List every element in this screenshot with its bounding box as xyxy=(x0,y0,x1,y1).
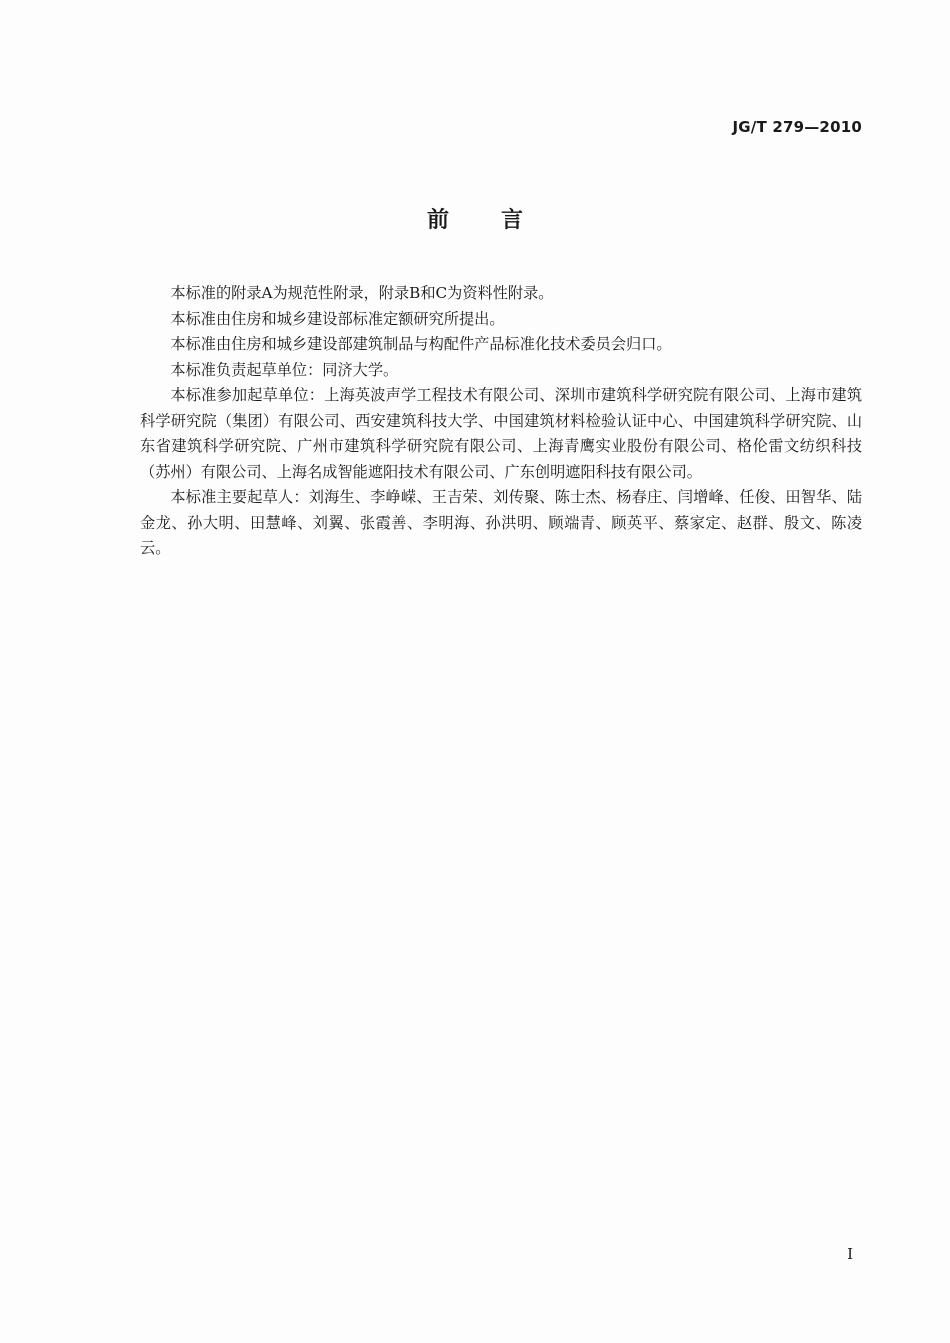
paragraph-participating-units: 本标准参加起草单位：上海英波声学工程技术有限公司、深圳市建筑科学研究院有限公司、上海市建筑科学研究院（集团）有限公司、西安建筑科技大学、中国建筑材料检验认证中心、中国建筑科学研究院、山东省建筑科学研究院、广州市建筑科学研究院有限公司、上海青鹰实业股份有限公司、格伦雷文纺织科技（苏州）有限公司、上海名成智能遮阳技术有限公司、广东创明遮阳科技有限公司。 xyxy=(140,386,862,481)
paragraph-main-drafters: 本标准主要起草人：刘海生、李峥嵘、王吉荣、刘传聚、陈士杰、杨春庄、闫增峰、任俊、田智华、陆金龙、孙大明、田慧峰、刘翼、张霞善、李明海、孙洪明、顾端青、顾英平、蔡家定、赵群、殷文、陈凌云。 xyxy=(140,488,862,557)
paragraph-administered-by: 本标准由住房和城乡建设部建筑制品与构配件产品标准化技术委员会归口。 xyxy=(170,335,672,353)
standard-code: JG/T 279—2010 xyxy=(732,118,862,136)
paragraph-lead-drafter: 本标准负责起草单位：同济大学。 xyxy=(170,360,399,379)
paragraph-proposed-by: 本标准由住房和城乡建设部标准定额研究所提出。 xyxy=(170,309,505,328)
paragraph-annex: 本标准的附录A为规范性附录，附录B和C为资料性附录。 xyxy=(170,284,554,302)
page-title: 前言 xyxy=(426,208,575,233)
page-number: I xyxy=(847,1245,853,1263)
preface-body xyxy=(140,281,862,562)
